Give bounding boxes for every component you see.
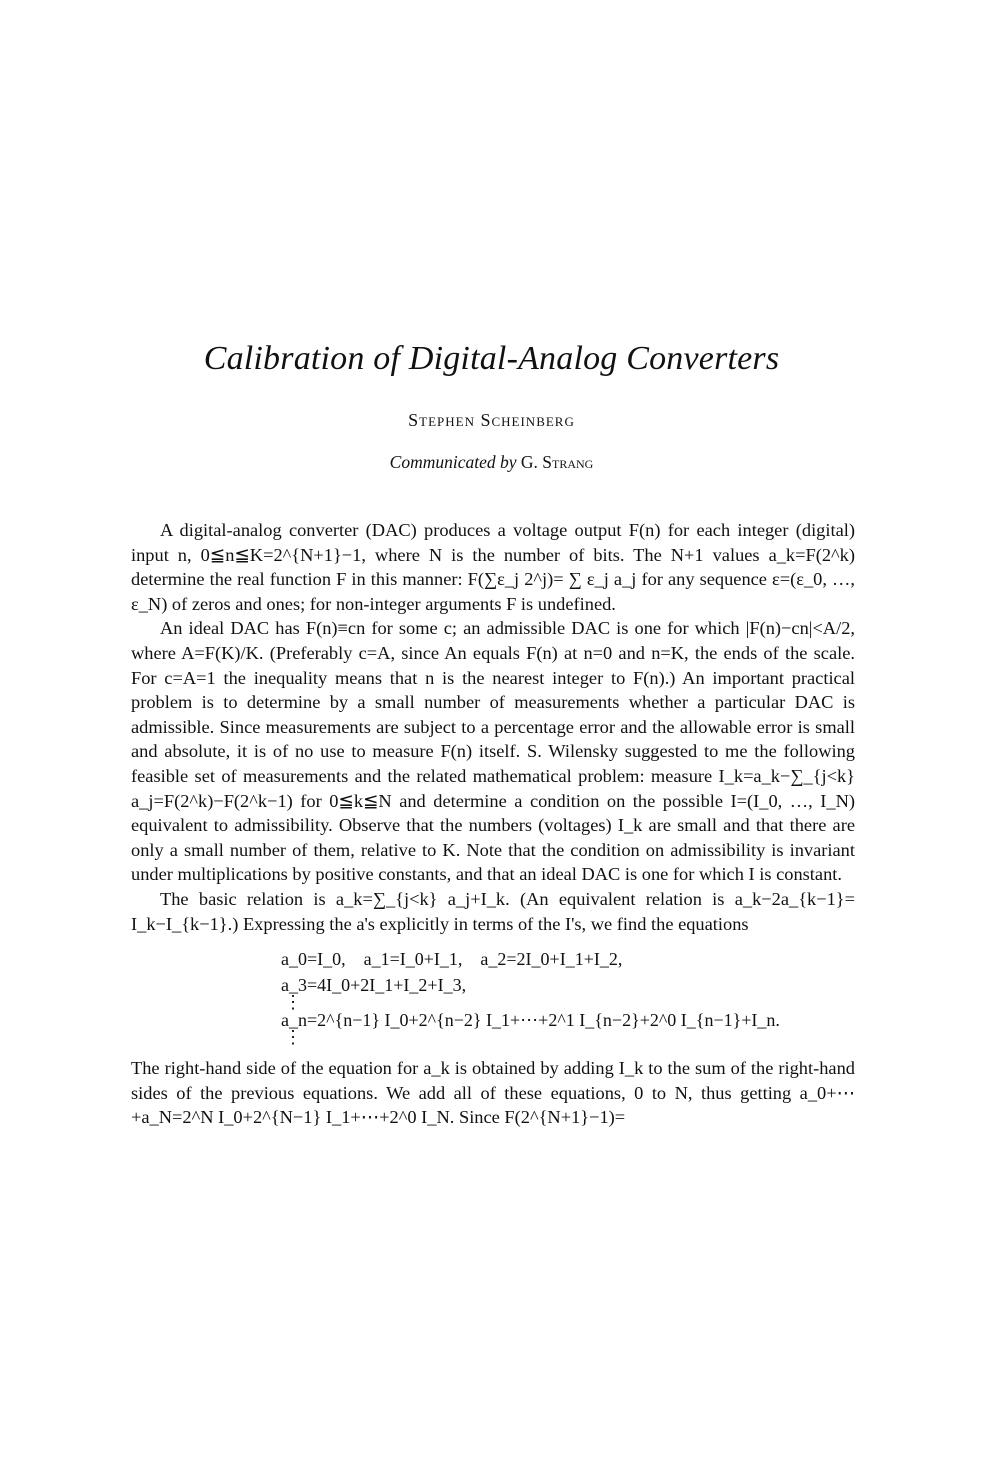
paragraph-basic-relation: The basic relation is a_k=∑_{j<k} a_j+I_k. (An equivalent relation is a_k−2a_{k−1}= I_k−I_{k−1}.) Expressing the a's explicitly in terms of the I's, we find the equations (131, 888, 855, 934)
equation-block (281, 946, 855, 1048)
paper-body (131, 518, 855, 1130)
equation-row: a_0=I_0, a_1=I_0+I_1, a_2=2I_0+I_1+I_2, (281, 949, 623, 970)
paragraph-closing: The right-hand side of the equation for a_k is obtained by adding I_k to the sum of the right-hand sides of the previous equations. We add all of these equations, 0 to N, thus getting a_0+⋯+a_N=2^N I_0+2^{N−1} I_1+⋯+2^0 I_N. Since F(2^{N+1}−1)= (131, 1058, 855, 1128)
equation-row: a_n=2^{n−1} I_0+2^{n−2} I_1+⋯+2^1 I_{n−2}+2^0 I_{n−1}+I_n. (281, 1010, 780, 1031)
communicated-by (0, 452, 983, 473)
equation-row: a_3=4I_0+2I_1+I_2+I_3, (281, 975, 467, 996)
vertical-ellipsis: ⋮ (284, 992, 302, 1013)
vertical-ellipsis: ⋮ (284, 1027, 302, 1048)
paper-title: Calibration of Digital-Analog Converters (203, 340, 780, 377)
communicated-prefix: Communicated by (389, 452, 517, 472)
communicator-name: G. Strang (520, 452, 594, 472)
paragraph-admissible: An ideal DAC has F(n)≡cn for some c; an admissible DAC is one for which |F(n)−cn|<A/2, where A=F(K)/K. (Preferably c=A, since An equals F(n) at n=0 and n=K, the ends of the scale. For c=A=1 the inequality means that n is the nearest integer to F(n).) An important practical problem is to determine by a small number of measurements whether a particular DAC is admissible. Since measurements are subject to a percentage error and the allowable error is small and absolute, it is of no use to measure F(n) itself. S. Wilensky suggested to me the following feasible set of measurements and the related mathematical problem: measure I_k=a_k−∑_{j<k} a_j=F(2^k)−F(2^k−1) for 0≦k≦N and determine a condition on the possible I=(I_0, …, I_N) equivalent to admissibility. Observe that the numbers (voltages) I_k are small and that there are only a small number of them, relative to K. Note that the condition on admissibility is invariant under multiplications by positive constants, and that an ideal DAC is one for which I is constant. (131, 618, 855, 885)
paragraph-intro: A digital-analog converter (DAC) produces a voltage output F(n) for each integer (digital) input n, 0≦n≦K=2^{N+1}−1, where N is the number of bits. The N+1 values a_k=F(2^k) determine the real function F in this manner: F(∑ε_j 2^j)= ∑ ε_j a_j for any sequence ε=(ε_0, …, ε_N) of zeros and ones; for non-integer arguments F is undefined. (131, 520, 855, 614)
author-name: Stephen Scheinberg (408, 410, 575, 430)
